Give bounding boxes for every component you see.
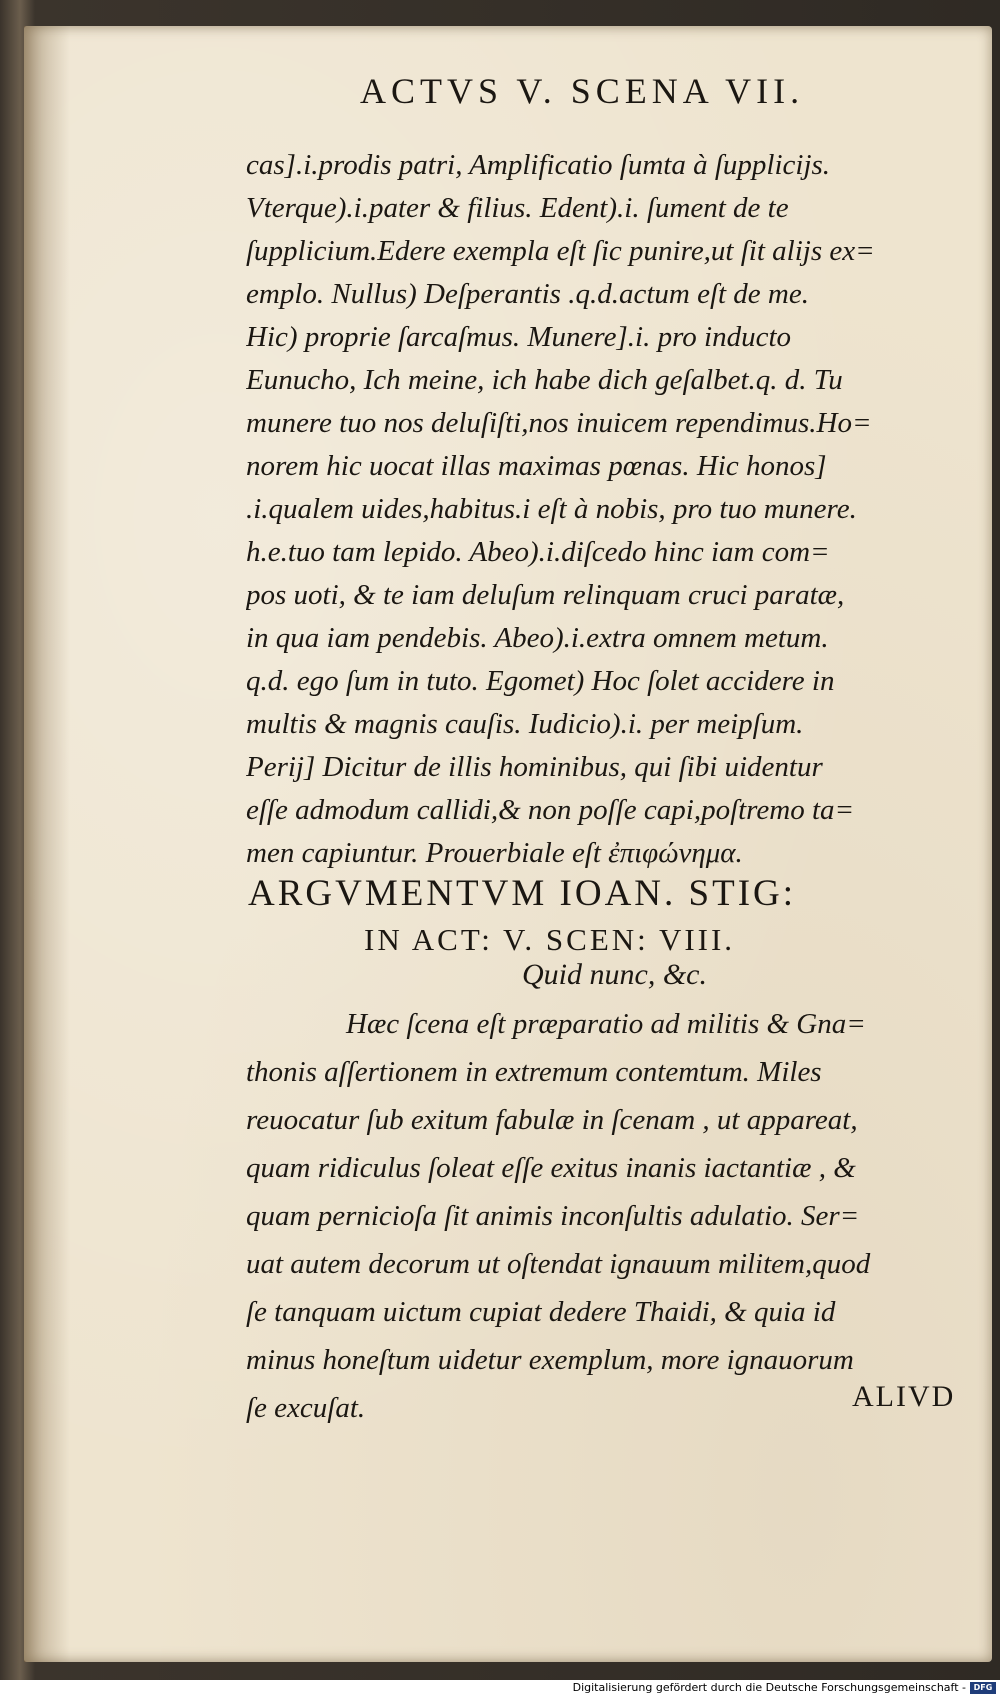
text-line: men capiuntur. Prouerbiale eſt ἐπιφώνημα. — [246, 837, 743, 869]
argument-subtitle: IN ACT: V. SCEN: VIII. — [364, 922, 736, 957]
text-line: Vterque).i.pater & filius. Edent).i. ſument de te — [246, 192, 789, 224]
text-line: multis & magnis cauſis. Iudicio).i. per meipſum. — [246, 708, 804, 740]
page-gutter-shadow — [24, 26, 70, 1662]
paragraph-line: uat autem decorum ut oſtendat ignauum militem,quod — [246, 1248, 871, 1280]
paragraph-line: ſe excuſat. — [246, 1392, 366, 1424]
digitization-footer — [0, 1680, 1000, 1697]
text-line: Eunucho, Ich meine, ich habe dich geſalbet.q. d. Tu — [246, 364, 843, 396]
running-head: ACTVS V. SCENA VII. — [360, 71, 805, 111]
paragraph-line: minus honeſtum uidetur exemplum, more ignauorum — [246, 1344, 854, 1376]
text-line: emplo. Nullus) Deſperantis .q.d.actum eſt de me. — [246, 278, 809, 310]
argument-paragraph — [246, 1000, 946, 1432]
text-line: in qua iam pendebis. Abeo).i.extra omnem metum. — [246, 622, 829, 654]
text-line: cas].i.prodis patri, Amplificatio ſumta à ſupplicijs. — [246, 149, 831, 181]
argument-title: ARGVMENTVM IOAN. STIG: — [248, 873, 797, 914]
funding-credit: Digitalisierung gefördert durch die Deutsche Forschungsgemeinschaft - — [572, 1681, 966, 1694]
text-line: eſſe admodum callidi,& non poſſe capi,poſtremo ta= — [246, 794, 855, 826]
paragraph-line: quam ridiculus ſoleat eſſe exitus inanis iactantiæ , & — [246, 1152, 856, 1184]
text-line: .i.qualem uides,habitus.i eſt à nobis, pro tuo munere. — [246, 493, 857, 525]
paragraph-line: thonis aſſertionem in extremum contemtum. Miles — [246, 1056, 822, 1088]
paragraph-line: reuocatur ſub exitum fabulæ in ſcenam , ut appareat, — [246, 1104, 858, 1136]
incipit: Quid nunc, &c. — [522, 958, 707, 991]
text-line: pos uoti, & te iam deluſum relinquam cruci paratæ, — [246, 579, 845, 611]
text-line: munere tuo nos deluſiſti,nos inuicem rependimus.Ho= — [246, 407, 872, 439]
text-line: q.d. ego ſum in tuto. Egomet) Hoc ſolet accidere in — [246, 665, 835, 697]
text-line: h.e.tuo tam lepido. Abeo).i.diſcedo hinc iam com= — [246, 536, 830, 568]
paragraph-line: ſe tanquam uictum cupiat dedere Thaidi, & quia id — [246, 1296, 836, 1328]
text-line: norem hic uocat illas maximas pœnas. Hic honos] — [246, 450, 827, 482]
commentary-text — [246, 144, 946, 875]
paragraph-line: Hæc ſcena eſt præparatio ad militis & Gna= — [346, 1008, 866, 1040]
text-line: Perij] Dicitur de illis hominibus, qui ſibi uidentur — [246, 751, 823, 783]
catchword: ALIVD — [852, 1380, 956, 1413]
dfg-logo-icon[interactable]: DFG — [970, 1682, 996, 1694]
text-line: Hic) proprie ſarcaſmus. Munere].i. pro inducto — [246, 321, 792, 353]
paragraph-line: quam pernicioſa ſit animis inconſultis adulatio. Ser= — [246, 1200, 860, 1232]
text-line: ſupplicium.Edere exempla eſt ſic punire,ut ſit alijs ex= — [246, 235, 875, 267]
